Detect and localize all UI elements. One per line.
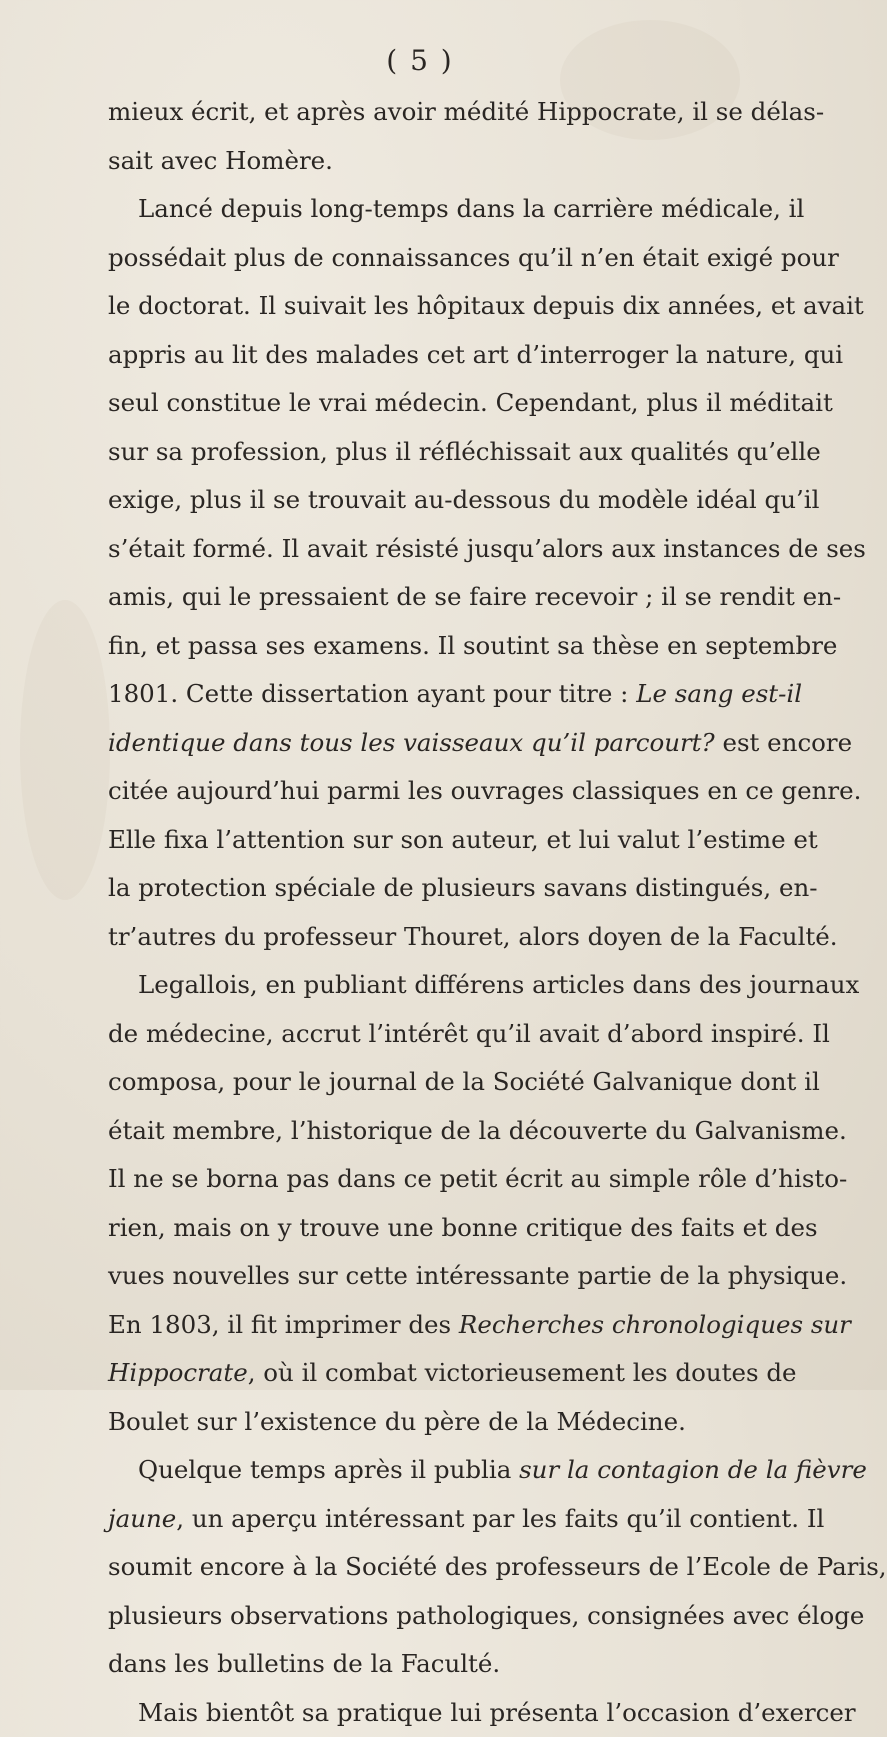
- text-line: [108, 622, 768, 671]
- text-line: [108, 573, 768, 622]
- line-text: Il ne se borna pas dans ce petit écrit au simple rôle d’histo-: [108, 1164, 847, 1193]
- line-text: Mais bientôt sa pratique lui présenta l’occasion d’exercer: [138, 1698, 856, 1727]
- line-text: seul constitue le vrai médecin. Cependant, plus il méditait: [108, 388, 833, 417]
- line-text: de médecine, accrut l’intérêt qu’il avait d’abord inspiré. Il: [108, 1019, 830, 1048]
- line-text: possédait plus de connaissances qu’il n’en était exigé pour: [108, 243, 839, 272]
- text-line: [108, 1107, 768, 1156]
- line-text: Boulet sur l’existence du père de la Médecine.: [108, 1407, 686, 1436]
- page-number-text: ( 5 ): [346, 44, 453, 77]
- text-line: [108, 864, 768, 913]
- text-line: [108, 331, 768, 380]
- line-italic-text: Recherches chronologiques sur: [459, 1310, 851, 1339]
- line-text: Lancé depuis long-temps dans la carrière médicale, il: [138, 194, 804, 223]
- text-line: [108, 137, 768, 186]
- line-text: exige, plus il se trouvait au-dessous du modèle idéal qu’il: [108, 485, 819, 514]
- text-line: [108, 428, 768, 477]
- line-text: Quelque temps après il publia: [138, 1455, 519, 1484]
- text-line: [108, 379, 768, 428]
- text-line: [108, 1155, 768, 1204]
- line-italic-text: Hippocrate: [108, 1358, 248, 1387]
- text-line: [108, 88, 768, 137]
- line-text: sait avec Homère.: [108, 146, 333, 175]
- line-text: plusieurs observations pathologiques, consignées avec éloge: [108, 1601, 864, 1630]
- line-text: appris au lit des malades cet art d’interroger la nature, qui: [108, 340, 843, 369]
- line-text: était membre, l’historique de la découverte du Galvanisme.: [108, 1116, 847, 1145]
- line-text: rien, mais on y trouve une bonne critique des faits et des: [108, 1213, 818, 1242]
- text-line: [108, 185, 768, 234]
- text-line: [108, 1592, 768, 1641]
- text-line: [108, 1446, 768, 1495]
- text-line: [108, 1204, 768, 1253]
- text-line: [108, 1301, 768, 1350]
- text-line: [108, 1689, 768, 1737]
- text-line: [108, 282, 768, 331]
- text-line: [108, 1398, 768, 1447]
- line-text-after: est encore: [715, 728, 852, 757]
- text-line: [108, 719, 768, 768]
- text-line: [108, 961, 768, 1010]
- text-line: [108, 670, 768, 719]
- text-line: [108, 1640, 768, 1689]
- text-line: [108, 1058, 768, 1107]
- paper-stain: [20, 600, 110, 900]
- text-line: [108, 1495, 768, 1544]
- line-text: le doctorat. Il suivait les hôpitaux depuis dix années, et avait: [108, 291, 864, 320]
- text-line: [108, 767, 768, 816]
- text-line: [108, 1349, 768, 1398]
- line-text: vues nouvelles sur cette intéressante partie de la physique.: [108, 1261, 847, 1290]
- line-text-after: , où il combat victorieusement les doutes de: [248, 1358, 797, 1387]
- line-text: soumit encore à la Société des professeurs de l’Ecole de Paris,: [108, 1552, 887, 1581]
- line-text: 1801. Cette dissertation ayant pour titre :: [108, 679, 636, 708]
- text-line: [108, 525, 768, 574]
- body-text: [108, 88, 768, 1737]
- line-text: tr’autres du professeur Thouret, alors doyen de la Faculté.: [108, 922, 838, 951]
- text-line: [108, 1252, 768, 1301]
- line-text: sur sa profession, plus il réfléchissait aux qualités qu’elle: [108, 437, 821, 466]
- line-text: amis, qui le pressaient de se faire recevoir ; il se rendit en-: [108, 582, 841, 611]
- text-line: [108, 476, 768, 525]
- page-number: [0, 44, 800, 77]
- line-italic-text: Le sang est-il: [636, 679, 802, 708]
- line-text: dans les bulletins de la Faculté.: [108, 1649, 500, 1678]
- line-text-after: , un aperçu intéressant par les faits qu’il contient. Il: [176, 1504, 824, 1533]
- text-line: [108, 1010, 768, 1059]
- text-line: [108, 913, 768, 962]
- text-line: [108, 816, 768, 865]
- line-italic-text: identique dans tous les vaisseaux qu’il parcourt?: [108, 728, 715, 757]
- line-text: citée aujourd’hui parmi les ouvrages classiques en ce genre.: [108, 776, 861, 805]
- line-text: la protection spéciale de plusieurs savans distingués, en-: [108, 873, 818, 902]
- line-text: Legallois, en publiant différens articles dans des journaux: [138, 970, 859, 999]
- line-text: composa, pour le journal de la Société Galvanique dont il: [108, 1067, 820, 1096]
- line-text: En 1803, il fit imprimer des: [108, 1310, 459, 1339]
- text-line: [108, 234, 768, 283]
- line-italic-text: jaune: [108, 1504, 176, 1533]
- text-line: [108, 1543, 768, 1592]
- line-text: s’était formé. Il avait résisté jusqu’alors aux instances de ses: [108, 534, 866, 563]
- line-text: Elle fixa l’attention sur son auteur, et lui valut l’estime et: [108, 825, 818, 854]
- line-italic-text: sur la contagion de la fièvre: [519, 1455, 867, 1484]
- line-text: fin, et passa ses examens. Il soutint sa thèse en septembre: [108, 631, 837, 660]
- line-text: mieux écrit, et après avoir médité Hippocrate, il se délas-: [108, 97, 824, 126]
